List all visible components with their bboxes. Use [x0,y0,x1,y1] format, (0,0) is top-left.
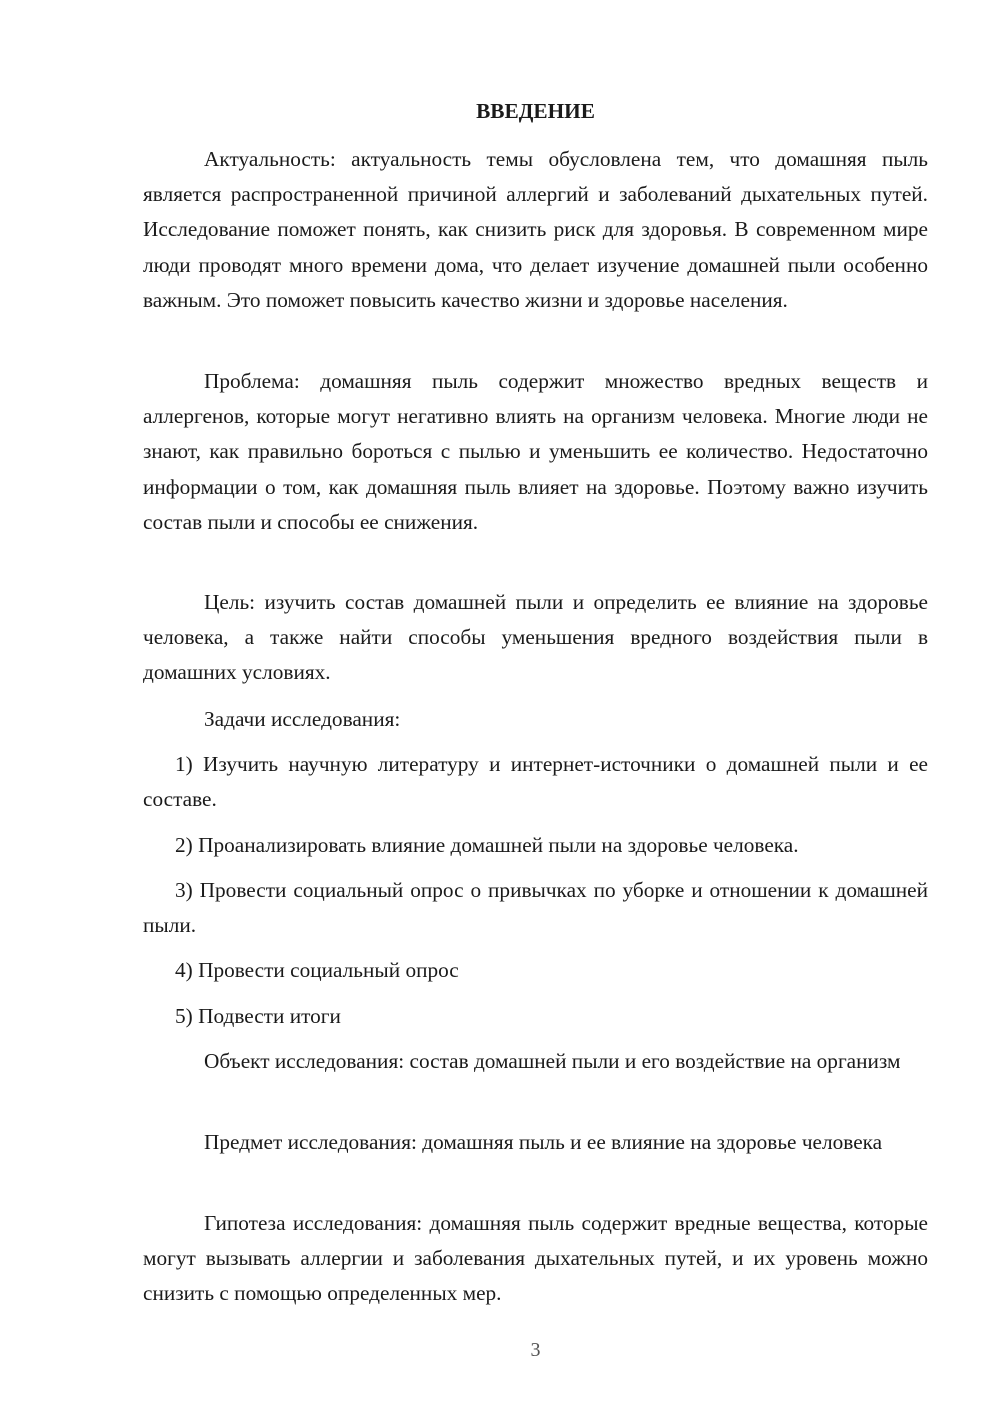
problem-paragraph: Проблема: домашняя пыль содержит множество вредных веществ и аллергенов, которые могут негативно влиять на организм человека. Многие люди не знают, как правильно бороться с пылью и уменьшить ее количество. Недостаточно информации о том, как домашняя пыль влияет на здоровье. Поэтому важно изучить состав пыли и способы ее снижения. [143,369,928,534]
task-item-4: 4) Провести социальный опрос [175,958,459,982]
page-title: ВВЕДЕНИЕ [476,99,595,123]
tasks-heading: Задачи исследования: [204,707,401,731]
relevance-paragraph: Актуальность: актуальность темы обусловлена тем, что домашняя пыль является распространенной причиной аллергий и заболеваний дыхательных путей. Исследование поможет понять, как снизить риск для здоровья. В современном мире люди проводят много времени дома, что делает изучение домашней пыли особенно важным. Это поможет повысить качество жизни и здоровье населения. [143,147,928,312]
subject-paragraph: Предмет исследования: домашняя пыль и ее влияние на здоровье человека [204,1130,883,1154]
page-number: 3 [530,1339,541,1361]
task-item-2: 2) Проанализировать влияние домашней пыли на здоровье человека. [175,833,799,857]
document-page [143,0,928,1414]
task-item-1: 1) Изучить научную литературу и интернет-источники о домашней пыли и ее составе. [143,752,928,812]
goal-paragraph: Цель: изучить состав домашней пыли и определить ее влияние на здоровье человека, а также найти способы уменьшения вредного воздействия пыли в домашних условиях. [143,590,928,685]
task-item-3: 3) Провести социальный опрос о привычках по уборке и отношении к домашней пыли. [143,878,928,938]
task-item-5: 5) Подвести итоги [175,1004,341,1028]
object-paragraph: Объект исследования: состав домашней пыли и его воздействие на организм [204,1049,901,1073]
hypothesis-paragraph: Гипотеза исследования: домашняя пыль содержит вредные вещества, которые могут вызывать аллергии и заболевания дыхательных путей, и их уровень можно снизить с помощью определенных мер. [143,1211,928,1306]
